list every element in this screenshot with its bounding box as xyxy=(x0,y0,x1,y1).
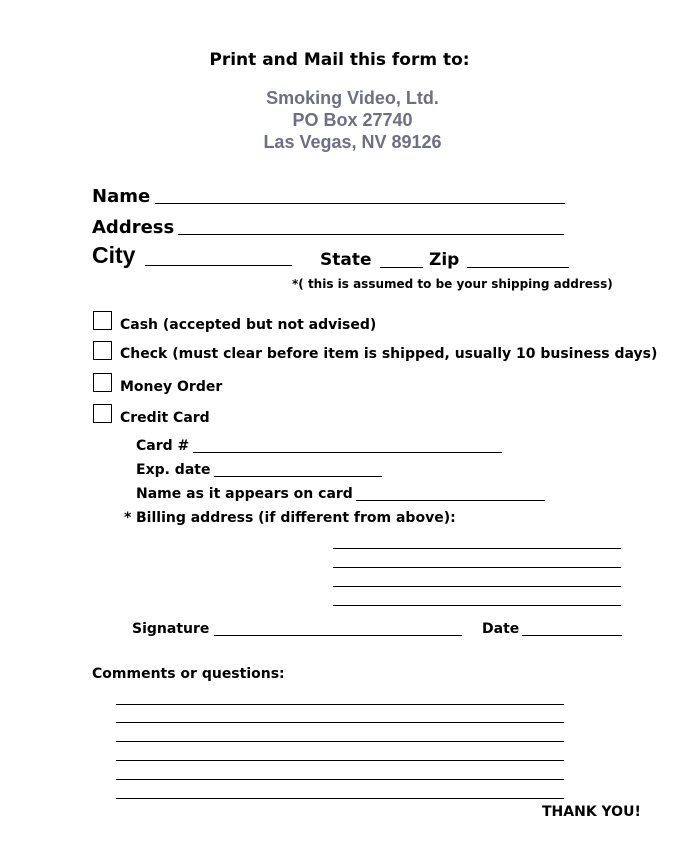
address-label: Address xyxy=(92,217,175,238)
po-box: PO Box 27740 xyxy=(292,110,413,130)
credit-card-label: Credit Card xyxy=(120,410,210,426)
check-label: Check (must clear before item is shipped, usually 10 business days) xyxy=(120,346,658,362)
billing-asterisk: * xyxy=(124,510,132,526)
zip-field[interactable] xyxy=(467,267,569,268)
state-label: State xyxy=(320,250,372,270)
city-state-zip: Las Vegas, NV 89126 xyxy=(263,132,442,152)
city-field[interactable] xyxy=(145,265,292,266)
money-order-label: Money Order xyxy=(120,379,223,395)
name-on-card-field[interactable] xyxy=(356,500,545,501)
comments-line-3[interactable] xyxy=(116,741,564,742)
exp-date-field[interactable] xyxy=(214,476,382,477)
name-field[interactable] xyxy=(155,203,565,204)
shipping-note: *( this is assumed to be your shipping address) xyxy=(292,277,613,291)
name-label: Name xyxy=(92,186,151,207)
date-field[interactable] xyxy=(522,635,622,636)
billing-address-line-2[interactable] xyxy=(333,567,621,568)
cash-checkbox[interactable] xyxy=(93,311,112,330)
zip-label: Zip xyxy=(429,250,460,270)
signature-field[interactable] xyxy=(214,635,462,636)
exp-date-label: Exp. date xyxy=(136,462,211,478)
card-number-label: Card # xyxy=(136,438,190,454)
comments-line-5[interactable] xyxy=(116,779,564,780)
address-field[interactable] xyxy=(178,234,564,235)
comments-line-4[interactable] xyxy=(116,760,564,761)
billing-address-line-4[interactable] xyxy=(333,605,621,606)
form-title: Print and Mail this form to: xyxy=(209,50,470,70)
cash-label: Cash (accepted but not advised) xyxy=(120,317,377,333)
comments-line-2[interactable] xyxy=(116,722,564,723)
billing-address-line-1[interactable] xyxy=(333,548,621,549)
name-on-card-label: Name as it appears on card xyxy=(136,486,353,502)
money-order-checkbox[interactable] xyxy=(93,373,112,392)
comments-line-1[interactable] xyxy=(116,704,564,705)
comments-line-6[interactable] xyxy=(116,798,564,799)
credit-card-checkbox[interactable] xyxy=(93,404,112,423)
billing-address-line-3[interactable] xyxy=(333,586,621,587)
city-label: City xyxy=(92,242,136,268)
billing-address-label: Billing address (if different from above): xyxy=(136,510,456,526)
thank-you: THANK YOU! xyxy=(542,804,641,820)
date-label: Date xyxy=(482,621,520,637)
card-number-field[interactable] xyxy=(193,452,502,453)
signature-label: Signature xyxy=(132,621,210,637)
check-checkbox[interactable] xyxy=(93,341,112,360)
comments-label: Comments or questions: xyxy=(92,666,285,682)
state-field[interactable] xyxy=(380,267,423,268)
company-name: Smoking Video, Ltd. xyxy=(266,88,439,108)
